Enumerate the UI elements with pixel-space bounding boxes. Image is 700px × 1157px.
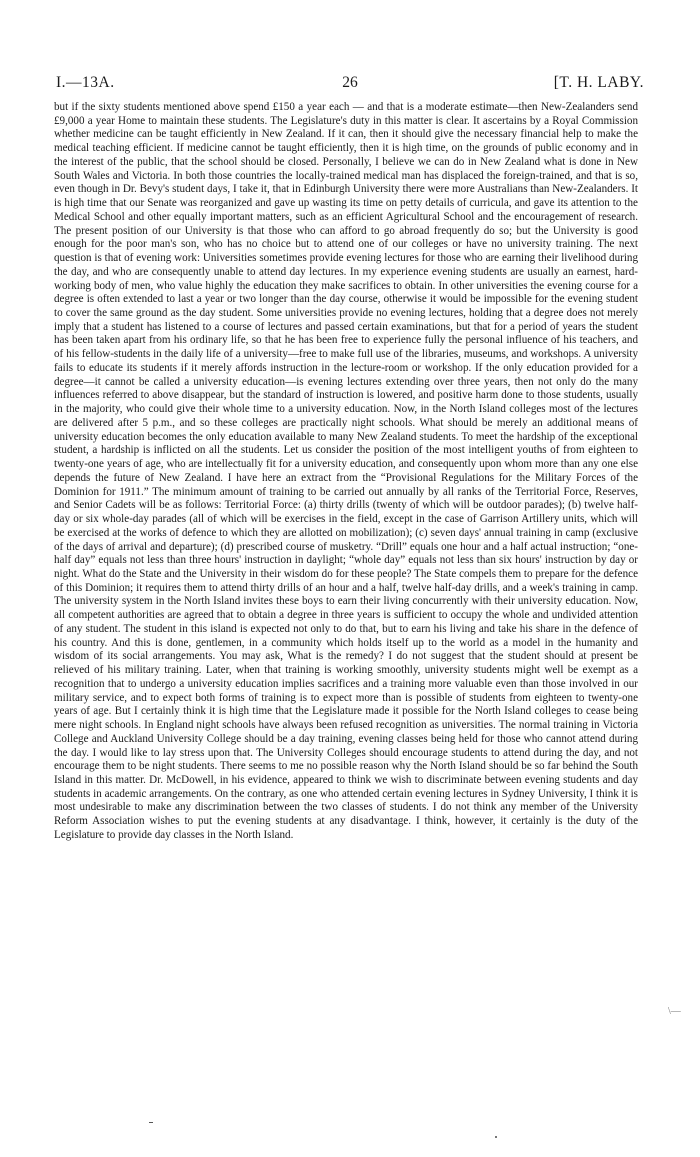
- ink-speck: [495, 1136, 497, 1138]
- margin-mark: \—: [668, 1006, 681, 1017]
- body-paragraph: but if the sixty students mentioned above spend £150 a year each — and that is a moderate estimate—then New-Zealanders send £9,000 a year Home to maintain these students. The Legislature's duty in this matter is clear. It ascertains by a Royal Commission whether medicine can be taught efficiently in New Zealand. If it can, then it should give the necessary financial help to make the medical teaching efficient. If medicine cannot be taught efficiently, then it is high time, on the grounds of public economy and in the interest of the public, that the school should be closed. Personally, I believe we can do in New Zealand what is done in New South Wales and Victoria. In both those countries the locally-trained medical man has displaced the foreign-trained, and that is so, even though in Dr. Bevy's student days, I take it, that in Edinburgh University there were more Australians than New-Zealanders. It is high time that our Senate was reorganized and gave up wasting its time on petty details of curricula, and gave its attention to the Medical School and other equally important matters, such as an efficient Agricultural School and the encouragement of research. The present position of our University is that those who can afford to go abroad frequently do so; but the University is good enough for the poor man's son, who has no choice but to attend one of our colleges or have no university training. The next question is that of evening work: Universities sometimes provide evening lectures for those who are earning their livelihood during the day, and who are consequently unable to attend day lectures. In my experience evening students are usually an earnest, hard-working body of men, who value highly the education they make sacrifices to obtain. In other universities the evening course for a degree is often extended to last a year or two longer than the day course, otherwise it would be impossible for the evening student to cover the same ground as the day student. Some universities provide no evening lectures, holding that a degree does not merely imply that a student has listened to a course of lectures and passed certain examinations, but that for a period of years the student has been taken apart from his ordinary life, so that he has been free to experience fully the personal influence of his teachers, and of his fellow-students in the daily life of a university—free to make full use of the libraries, museums, and workshops. A university fails to educate its students if it merely affords instruction in the lecture-room or workshop. If the only education provided for a degree—it cannot be called a university education—is evening lectures extending over three years, then not only do the many influences referred to above disappear, but the standard of instruction is lowered, and positive harm done to those students, usually in the majority, who could give their whole time to a university education. Now, in the North Island colleges most of the lectures are delivered after 5 p.m., and so these colleges are practically night schools. What should be merely an additional means of university education becomes the only education available to many New Zealand students. To meet the hardship of the exceptional student, a hardship is inflicted on all the students. Let us consider the position of the most intelligent youths of from eighteen to twenty-one years of age, who are intellectually fit for a university education, and consequently upon whom more than any one else depends the future of New Zealand. I have here an extract from the “Provisional Regulations for the Military Forces of the Dominion for 1911.” The minimum amount of training to be carried out annually by all ranks of the Territorial Force, Reserves, and Senior Cadets will be as follows: Territorial Force: (a) thirty drills (twenty of which will be outdoor parades); (b) twelve half-day or six whole-day parades (all of which will be exercises in the field, except in the case of Garrison Artillery units, which will be exercised at the works of defence to which they are allotted on mobilization); (c) seven days' annual training in camp (exclusive of the days of arrival and departure); (d) prescribed course of musketry. “Drill” equals one hour and a half actual instruction; “one-half day” equals not less than three hours' instruction in daylight; “whole day” equals not less than six hours' instruction by day or night. What do the State and the University in their wisdom do for these people? The State compels them to prepare for the defence of this Dominion; it requires them to attend thirty drills of an hour and a half, twelve half-day drills, and a week's training in camp. The university system in the North Island invites these boys to earn their living concurrently with their university education. Now, all competent authorities are agreed that to obtain a degree in three years is sufficient to occupy the whole and undivided attention of any student. The student in this island is expected not only to do that, but to earn his living and take his share in the defence of his country. And this is done, gentlemen, in a community which holds itself up to the world as a model in the humanity and wisdom of its social arrangements. You may ask, What is the remedy? I do not suggest that the student should at present be relieved of his military training. Later, when that training is working smoothly, university students might well be exempt as a recognition that to undergo a university education implies sacrifices and a training more valuable even than those involved in our military service, and to expect both forms of training is to expect more than is possible of students from eighteen to twenty-one years of age. But I certainly think it is high time that the Legislature made it possible for the North Island colleges to cease being mere night schools. In England night schools have always been refused recognition as universities. The normal training in Victoria College and Auckland University College should be a day training, evening classes being held for those who cannot attend during the day. I would like to lay stress upon that. The University Colleges should encourage students to attend during the day, and not encourage them to be night students. There seems to me no possible reason why the North Island should be so far behind the South Island in this matter. Dr. McDowell, in his evidence, appeared to think we wish to discriminate between evening students and day students in academic arrangements. On the contrary, as one who attended certain evening lectures in Sydney University, I think it is most undesirable to make any discrimination between the two classes of students. I do not think any member of the University Reform Association wishes to put the evening students at any disadvantage. I think, however, it certainly is the duty of the Legislature to provide day classes in the North Island.: [54, 101, 638, 841]
- witness-name: [T. H. LABY.: [553, 74, 644, 91]
- page-header: [56, 74, 644, 94]
- ink-speck: [149, 1122, 153, 1123]
- document-reference: I.—13A.: [56, 74, 115, 91]
- page-number: 26: [342, 74, 358, 91]
